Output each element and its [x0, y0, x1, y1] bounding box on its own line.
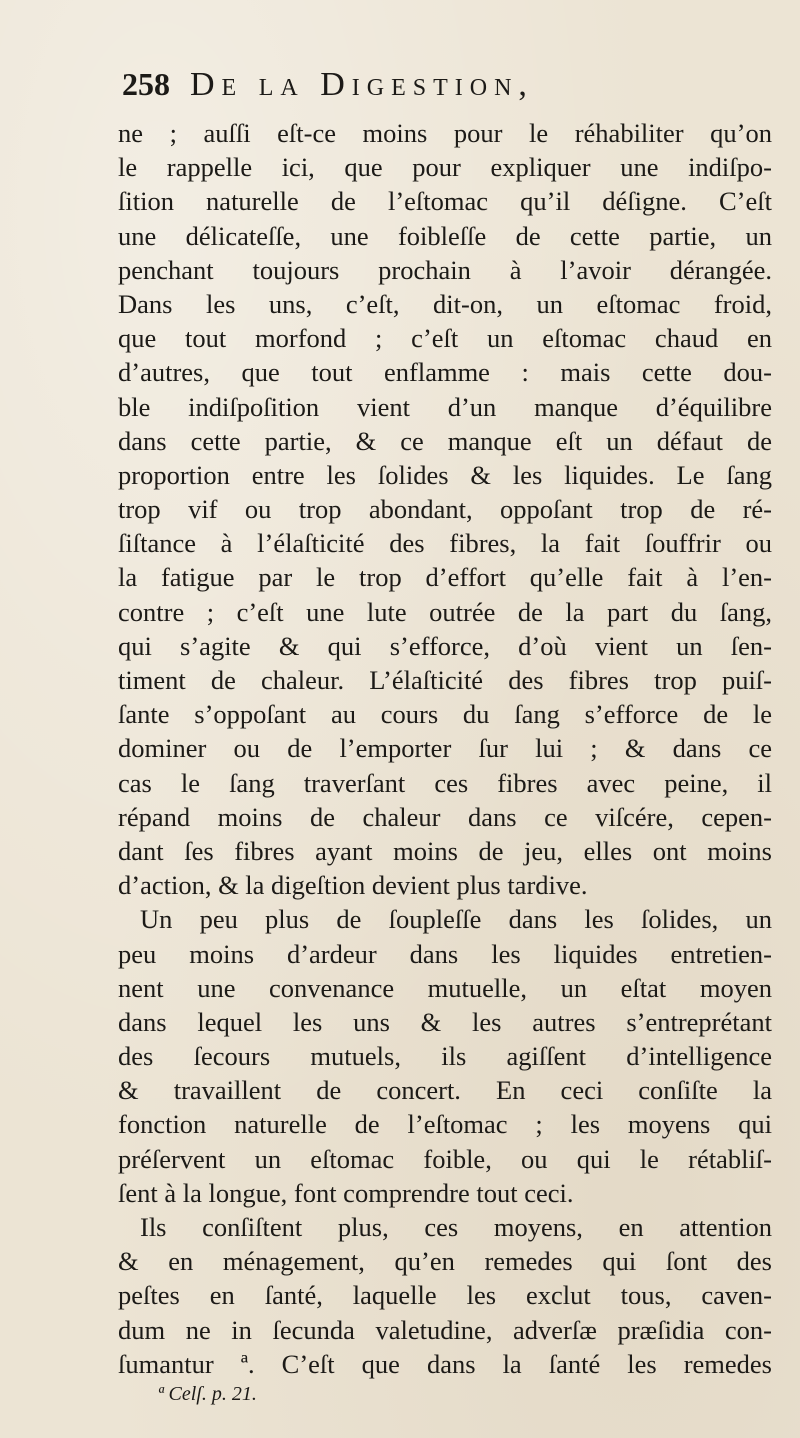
text-line: ſumantur ª. C’eſt que dans la ſanté les remedes	[118, 1348, 772, 1379]
text-line: Dans les uns, c’eſt, dit-on, un eſtomac froid,	[118, 288, 772, 319]
text-line: Un peu plus de ſoupleſſe dans les ſolides, un	[140, 904, 772, 935]
text-line: cas le ſang traverſant ces fibres avec peine, il	[118, 767, 772, 798]
text-line: trop vif ou trop abondant, oppoſant trop de ré-	[118, 494, 772, 525]
text-line: fonction naturelle de l’eſtomac ; les moyens qui	[118, 1109, 772, 1140]
text-line: préſervent un eſtomac foible, ou qui le rétabliſ-	[118, 1143, 772, 1174]
text-line: dominer ou de l’emporter ſur lui ; & dans ce	[118, 733, 772, 764]
text-line: que tout morfond ; c’eſt un eſtomac chaud en	[118, 323, 772, 354]
text-line: peſtes en ſanté, laquelle les exclut tous, caven-	[118, 1280, 772, 1311]
text-line: timent de chaleur. L’élaſticité des fibres trop puiſ-	[118, 665, 772, 695]
text-line: Ils conſiſtent plus, ces moyens, en attention	[140, 1212, 772, 1242]
text-line: contre ; c’eſt une lute outrée de la part du ſang,	[118, 596, 772, 627]
text-line: dant ſes fibres ayant moins de jeu, elles ont moins	[118, 835, 772, 866]
text-line: nent une convenance mutuelle, un eſtat moyen	[118, 972, 772, 1003]
text-line: ble indiſpoſition vient d’un manque d’équilibre	[118, 391, 772, 422]
text-line: des ſecours mutuels, ils agiſſent d’intelligence	[118, 1041, 772, 1072]
text-line: penchant toujours prochain à l’avoir dérangée.	[118, 254, 772, 285]
text-line: la fatigue par le trop d’effort qu’elle fait à l’en-	[118, 562, 772, 593]
footnote: ª Celſ. p. 21.	[158, 1382, 257, 1405]
text-line: répand moins de chaleur dans ce viſcére, cepen-	[118, 801, 772, 832]
text-line: ſition naturelle de l’eſtomac qu’il déſigne. C’eſt	[118, 186, 772, 217]
running-head	[122, 66, 772, 112]
page-number: 258	[122, 66, 170, 102]
text-line: dans cette partie, & ce manque eſt un défaut de	[118, 425, 772, 456]
text-line: & travaillent de concert. En ceci conſiſte la	[118, 1075, 772, 1106]
text-line: ſent à la longue, font comprendre tout ceci.	[118, 1177, 574, 1208]
text-line: ſiſtance à l’élaſticité des fibres, la fait ſouffrir ou	[118, 528, 772, 559]
body-text	[118, 116, 772, 1381]
text-line: ſante s’oppoſant au cours du ſang s’efforce de le	[118, 699, 772, 730]
text-line: qui s’agite & qui s’efforce, d’où vient un ſen-	[118, 630, 772, 661]
text-line: & en ménagement, qu’en remedes qui ſont des	[118, 1246, 772, 1277]
text-line: peu moins d’ardeur dans les liquides entretien-	[118, 938, 772, 969]
text-line: ne ; auſſi eſt-ce moins pour le réhabiliter qu’on	[118, 118, 772, 148]
text-line: proportion entre les ſolides & les liquides. Le ſang	[118, 459, 772, 490]
text-line: dans lequel les uns & les autres s’entreprétant	[118, 1006, 772, 1037]
text-line: d’autres, que tout enflamme : mais cette dou-	[118, 357, 772, 388]
text-line: le rappelle ici, que pour expliquer une indiſpo-	[118, 152, 772, 183]
running-head-title: De la Digestion,	[190, 66, 534, 103]
text-line: une délicateſſe, une foibleſſe de cette partie, un	[118, 220, 772, 251]
text-line: dum ne in ſecunda valetudine, adverſæ præſidia con-	[118, 1314, 772, 1345]
text-line: d’action, & la digeſtion devient plus tardive.	[118, 870, 588, 901]
